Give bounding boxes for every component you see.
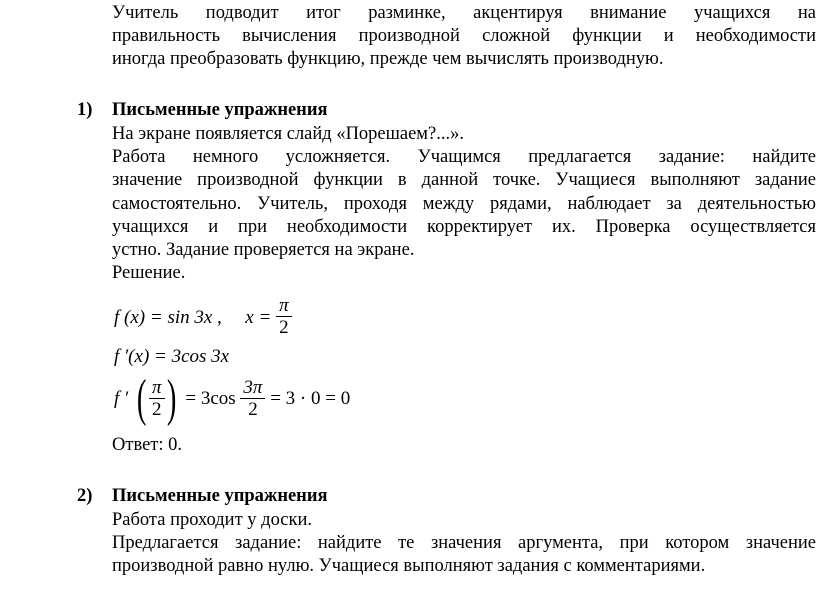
formula-derivative: f ′(x) = 3cos 3x <box>114 346 230 367</box>
fraction-pi-over-2-arg <box>149 378 165 421</box>
section2-title: Письменные упражнения <box>112 486 328 506</box>
formula-point-x: x = <box>245 306 272 328</box>
solution-label: Решение. <box>112 263 186 284</box>
formula-function-lhs: f (x) = sin 3x , <box>114 306 222 328</box>
section1-task-line: Работа немного усложняется. Учащимся предлагается задание: найдите <box>112 147 816 168</box>
fraction-numerator: π <box>276 296 292 317</box>
formula-derivative-f: f ′ <box>114 388 129 409</box>
section2-task-line: производной равно нулю. Учащиеся выполняют задания с комментариями. <box>112 556 706 577</box>
intro-line: иногда преобразовать функцию, прежде чем вычислять производную. <box>112 49 664 70</box>
fraction-denominator: 2 <box>248 398 258 420</box>
formula-cos-part: = 3cos <box>185 388 236 409</box>
fraction-numerator: π <box>149 378 165 399</box>
formula-derivative-value <box>114 370 351 427</box>
formula-function <box>114 296 292 339</box>
section2-task-line: Предлагается задание: найдите те значения аргумента, при котором значение <box>112 533 816 554</box>
intro-paragraph <box>112 2 816 72</box>
section1-title: Письменные упражнения <box>112 100 328 120</box>
formula-result: = 3 · 0 = 0 <box>270 388 351 409</box>
section2-body <box>112 509 816 579</box>
fraction-numerator: 3π <box>240 378 265 399</box>
section2-number: 2) <box>77 486 93 506</box>
section2-heading <box>77 485 816 508</box>
section1-heading <box>77 99 816 122</box>
left-paren-icon: ( <box>136 370 147 427</box>
section1-task-line: самостоятельно. Учитель, проходя между рядами, наблюдает за деятельностью <box>112 193 816 214</box>
fraction-denominator: 2 <box>152 398 162 420</box>
intro-line: Учитель подводит итог разминке, акцентируя внимание учащихся на <box>112 3 816 23</box>
answer-text: Ответ: 0. <box>112 435 183 455</box>
section2-line: Работа проходит у доски. <box>112 510 313 530</box>
section1-body <box>112 123 816 285</box>
fraction-denominator: 2 <box>279 317 289 338</box>
intro-line: правильность вычисления производной сложной функции и необходимости <box>112 26 816 47</box>
section1-slide-text: На экране появляется слайд «Порешаем?...». <box>112 124 464 144</box>
fraction-pi-over-2 <box>276 296 292 339</box>
section1-task-line: значение производной функции в данной точке. Учащиеся выполняют задание <box>112 170 816 191</box>
section1-task-line: учащихся и при необходимости корректирует их. Проверка осуществляется <box>112 216 816 237</box>
section1-number: 1) <box>77 100 93 120</box>
right-paren-icon: ) <box>167 370 177 427</box>
fraction-3pi-over-2 <box>240 378 265 421</box>
section1-task-line: устно. Задание проверяется на экране. <box>112 240 415 261</box>
